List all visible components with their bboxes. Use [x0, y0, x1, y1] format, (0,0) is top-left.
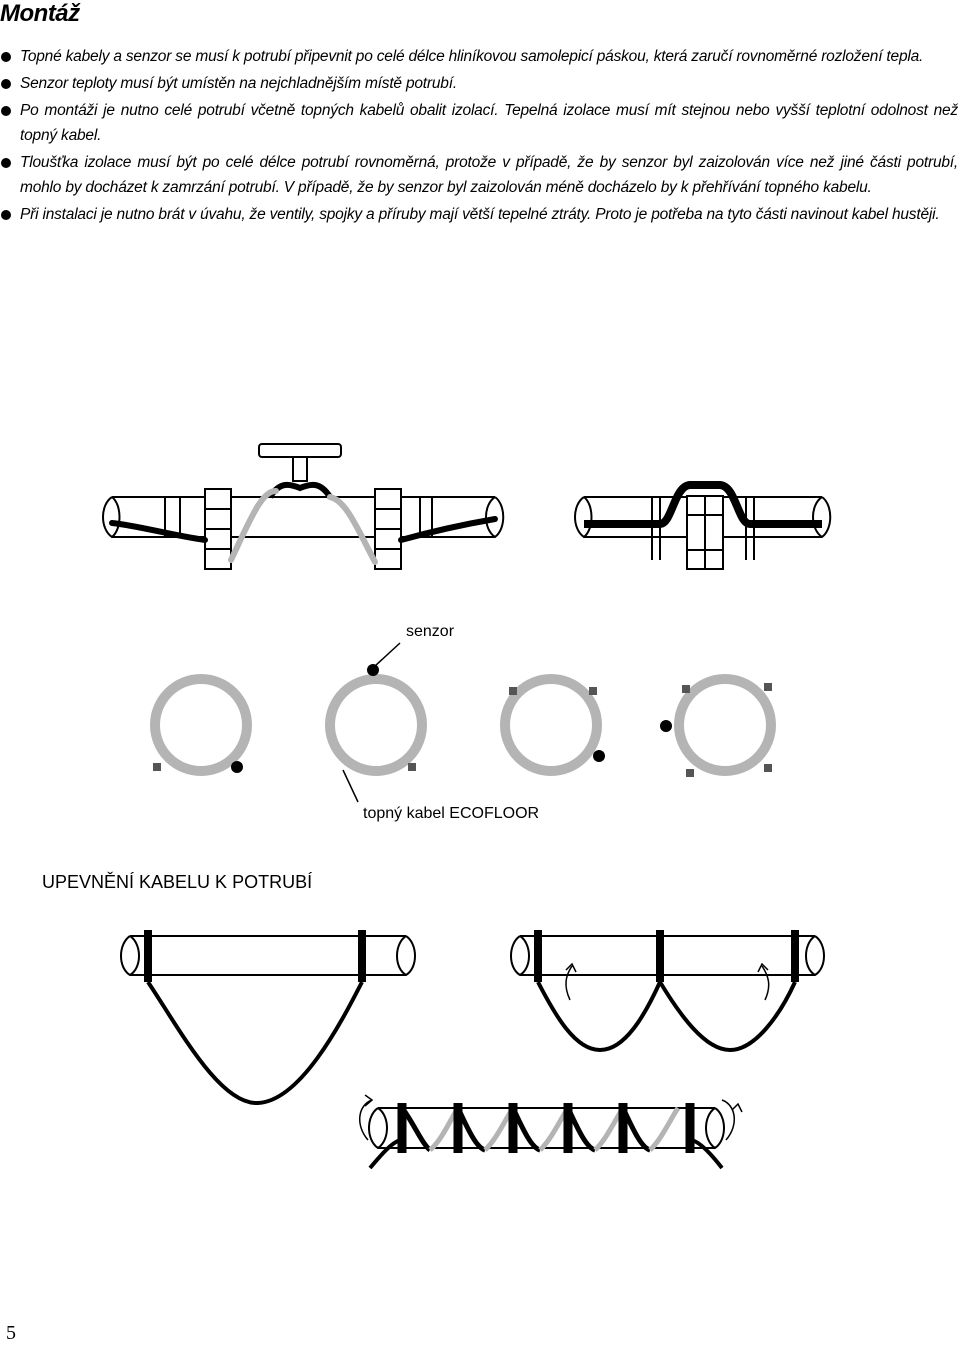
- page-title: Montáž: [0, 0, 80, 27]
- heating-cable-valve: [112, 491, 495, 562]
- list-item-text: Při instalaci je nutno brát v úvahu, že ventily, spojky a příruby mají větší tepelné ztráty. Proto je potřeba na tyto části navinout kabel hustěji.: [20, 206, 940, 223]
- page-number: 5: [6, 1322, 16, 1344]
- list-item-text: Topné kabely a senzor se musí k potrubí připevnit po celé délce hliníkovou samolepicí páskou, která zaručí rovnoměrné rozložení tepla.: [20, 48, 924, 65]
- sensor-dots: [231, 664, 672, 773]
- mount-heading: UPEVNĚNÍ KABELU K POTRUBÍ: [42, 872, 313, 892]
- spiral-wrap-drawing: [511, 930, 824, 1050]
- senzor-label: senzor: [406, 623, 455, 640]
- list-item-text: Senzor teploty musí být umístěn na nejchladnějším místě potrubí.: [20, 75, 457, 92]
- cross-section-rings: [155, 679, 771, 771]
- single-loop-drawing: [121, 930, 415, 1103]
- cable-leader-line: [343, 770, 358, 802]
- coupling-pipe-drawing: [575, 496, 830, 569]
- list-item-text: Tloušťka izolace musí být po celé délce potrubí rovnoměrná, protože v případě, že by senzor byl zaizolován více než jiné části potrubí, mohlo by docházet k zamrzání potrubí. V případě, že by senzor byl zaizolován méně docházelo by k přehřívání topného kabelu.: [20, 154, 958, 196]
- valve-pipe-drawing: [103, 444, 503, 569]
- senzor-leader-line: [375, 643, 400, 666]
- tight-spiral-cable: [402, 1108, 678, 1150]
- cable-label: topný kabel ECOFLOOR: [363, 805, 540, 822]
- list-item-text: Po montáži je nutno celé potrubí včetně topných kabelů obalit izolací. Tepelná izolace musí mít stejnou nebo vyšší teplotní odolnost než topný kabel.: [20, 102, 958, 144]
